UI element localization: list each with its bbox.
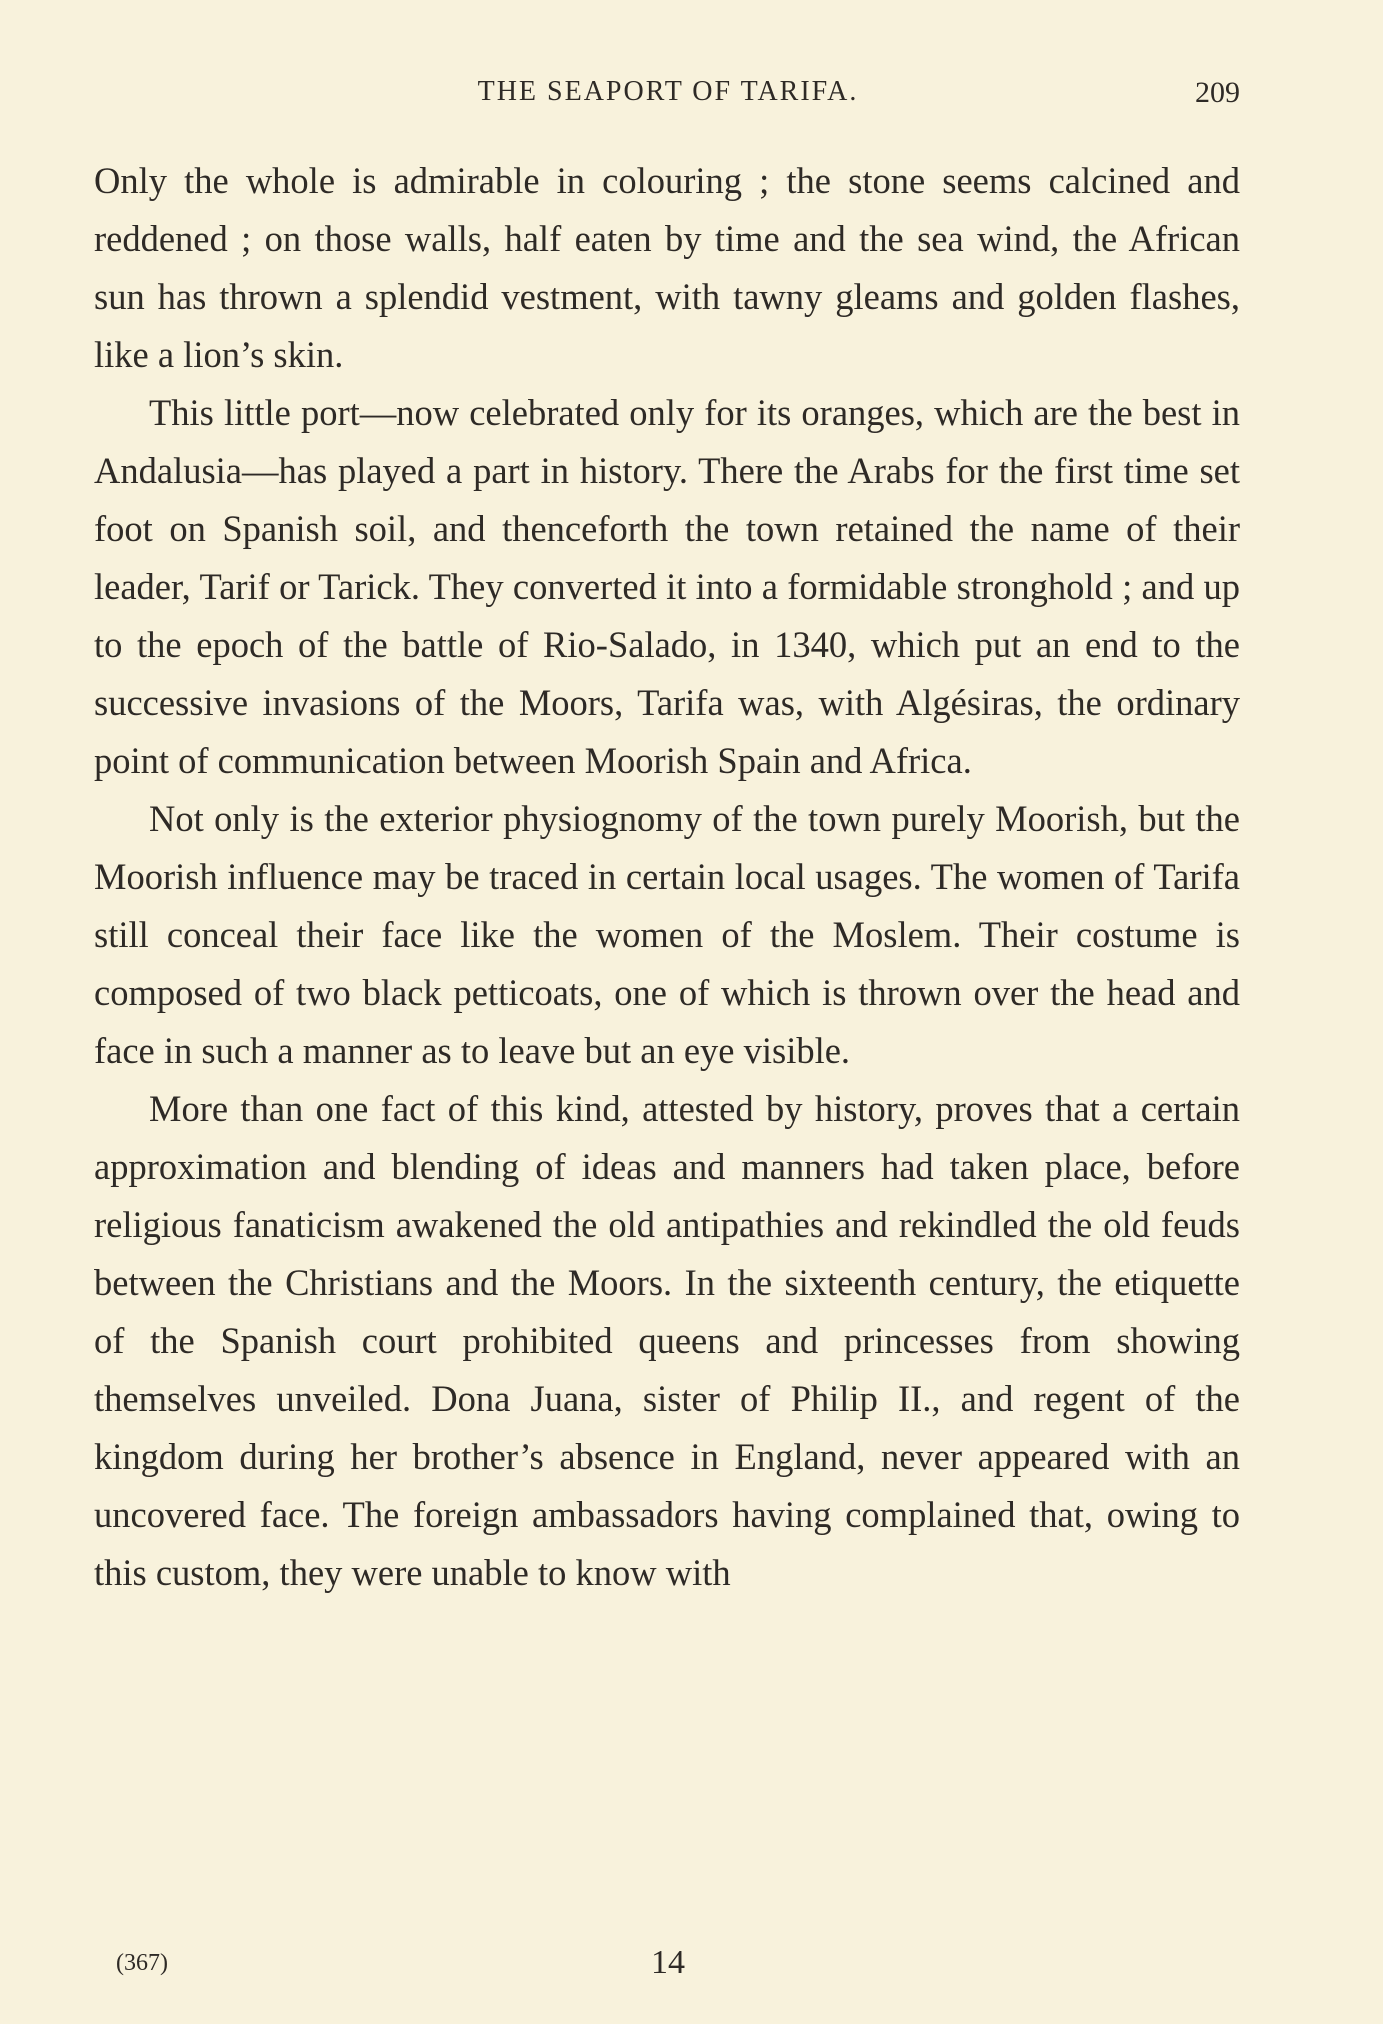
page-header: [96, 68, 1240, 118]
body-text: [94, 152, 1240, 1602]
printer-signature: (367): [116, 1950, 168, 1976]
page-number: 209: [1195, 76, 1240, 109]
paragraph: This little port—now celebrated only for its oranges, which are the best in Andalusia—has played a part in history. There the Arabs for the first time set foot on Spanish soil, and thenceforth the town retained the name of their leader, Tarif or Tarick. They converted it into a formidable stronghold ; and up to the epoch of the battle of Rio-Salado, in 1340, which put an end to the successive invasions of the Moors, Tarifa was, with Algésiras, the ordinary point of communication between Moorish Spain and Africa.: [94, 392, 1240, 781]
page-footer: [96, 1944, 1240, 1992]
paragraph: More than one fact of this kind, attested by history, proves that a certain approximation and blending of ideas and manners had taken place, before religious fanaticism awakened the old antipathies and rekindled the old feuds between the Christians and the Moors. In the sixteenth century, the etiquette of the Spanish court prohibited queens and princesses from showing themselves unveiled. Dona Juana, sister of Philip II., and regent of the kingdom during her brother’s absence in England, never appeared with an uncovered face. The foreign ambassadors having complained that, owing to this custom, they were unable to know with: [94, 1088, 1240, 1593]
gathering-mark: 14: [651, 1944, 685, 1981]
paragraph: Only the whole is admirable in colouring ; the stone seems calcined and reddened ; on those walls, half eaten by time and the sea wind, the African sun has thrown a splendid vestment, with tawny gleams and golden flashes, like a lion’s skin.: [94, 160, 1240, 375]
paragraph: Not only is the exterior physiognomy of the town purely Moorish, but the Moorish influence may be traced in certain local usages. The women of Tarifa still conceal their face like the women of the Moslem. Their costume is composed of two black petticoats, one of which is thrown over the head and face in such a manner as to leave but an eye visible.: [94, 798, 1240, 1071]
running-title: THE SEAPORT OF TARIFA.: [477, 76, 859, 107]
